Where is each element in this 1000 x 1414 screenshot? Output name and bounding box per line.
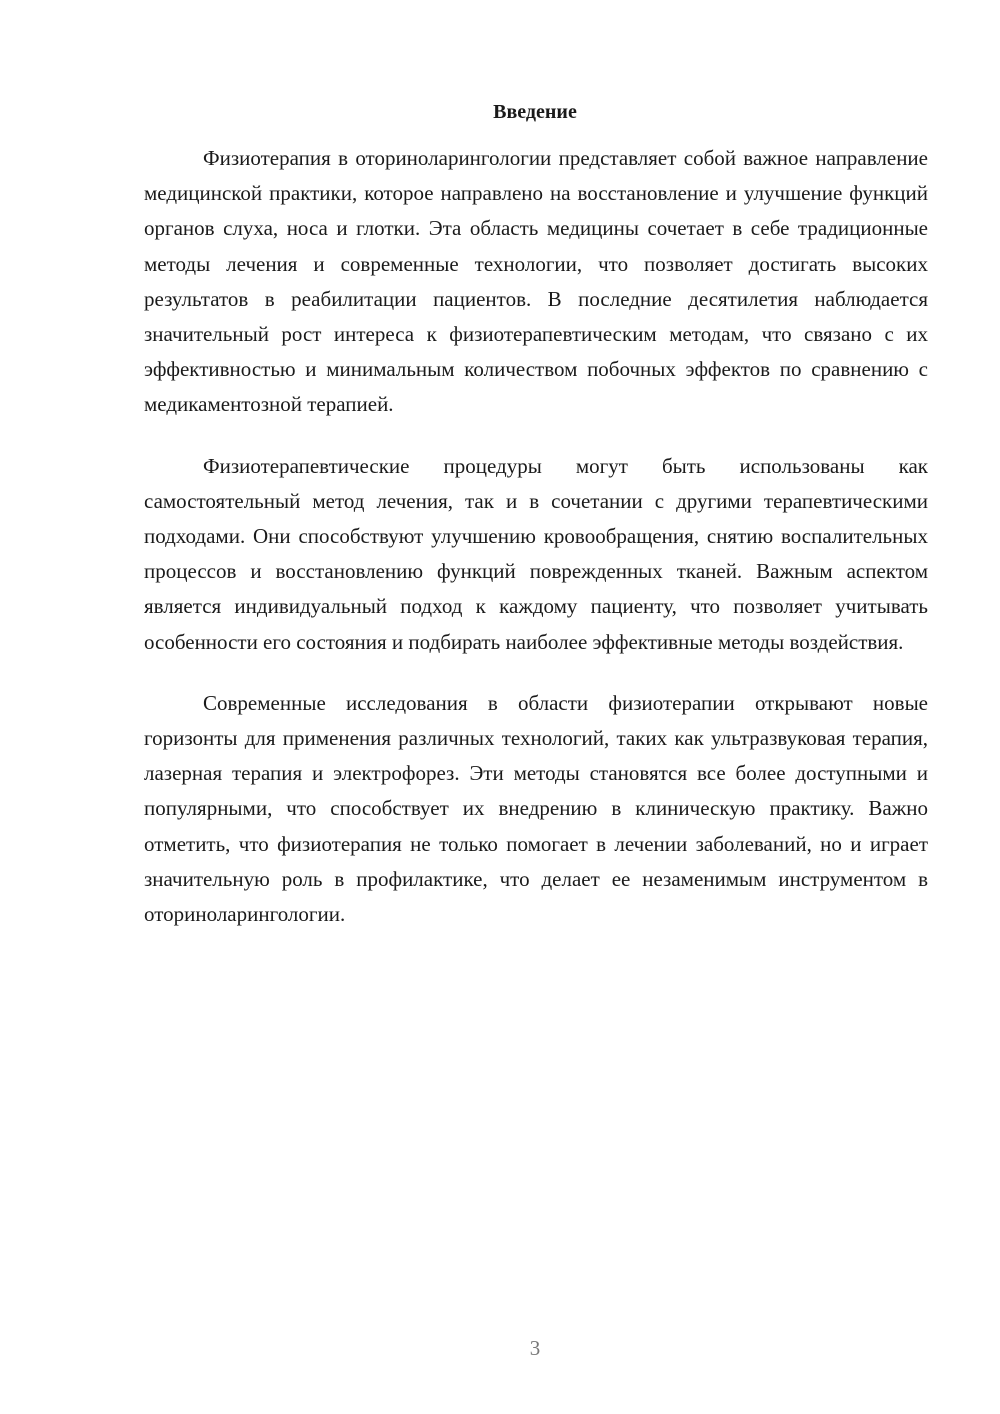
paragraph-3: Современные исследования в области физиотерапии открывают новые горизонты для применения различных технологий, таких как ультразвуковая терапия, лазерная терапия и электрофорез. Эти методы становятся все более доступными и популярными, что способствует их внедрению в клиническую практику. Важно отметить, что физиотерапия не только помогает в лечении заболеваний, но и играет значительную роль в профилактике, что делает ее незаменимым инструментом в оториноларингологии.	[144, 690, 928, 927]
paragraph-1: Физиотерапия в оториноларингологии представляет собой важное направление медицинской практики, которое направлено на восстановление и улучшение функций органов слуха, носа и глотки. Эта область медицины сочетает в себе традиционные методы лечения и современные технологии, что позволяет достигать высоких результатов в реабилитации пациентов. В последние десятилетия наблюдается значительный рост интереса к физиотерапевтическим методам, что связано с их эффективностью и минимальным количеством побочных эффектов по сравнению с медикаментозной терапией.	[144, 146, 928, 417]
page-number: 3	[529, 1336, 541, 1360]
page-title: Введение	[493, 101, 577, 123]
paragraph-2: Физиотерапевтические процедуры могут быть использованы как самостоятельный метод лечения, так и в сочетании с другими терапевтическими подходами. Они способствуют улучшению кровообращения, снятию воспалительных процессов и восстановлению функций поврежденных тканей. Важным аспектом является индивидуальный подход к каждому пациенту, что позволяет учитывать особенности его состояния и подбирать наиболее эффективные методы воздействия.	[144, 453, 928, 654]
body-text	[144, 141, 928, 958]
